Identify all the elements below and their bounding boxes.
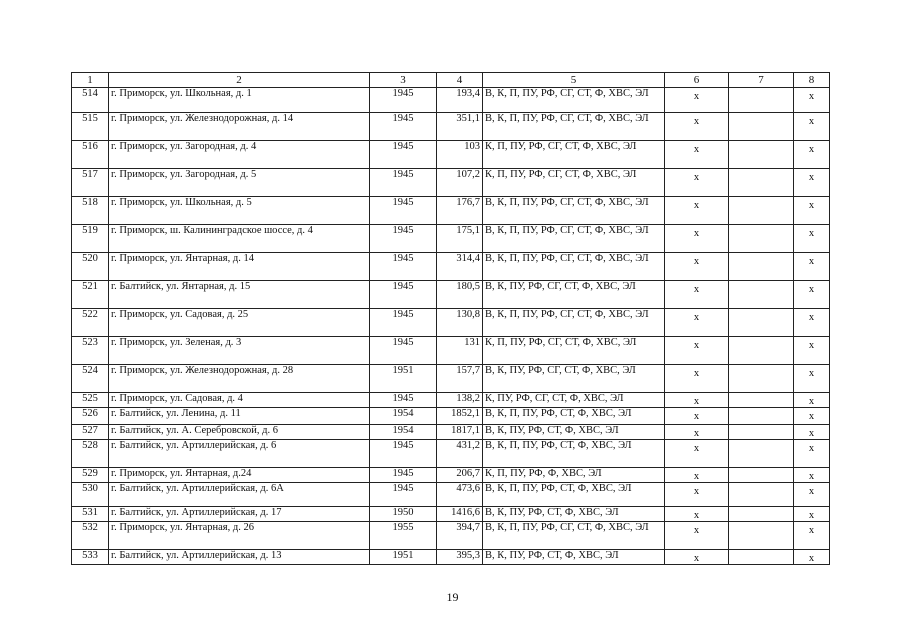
column6-mark: х — [693, 200, 700, 211]
column6-mark-cell — [665, 550, 729, 565]
column6-mark: х — [693, 116, 700, 127]
year-cell: 1945 — [370, 468, 437, 483]
year-cell: 1945 — [370, 141, 437, 169]
column8-mark: х — [808, 553, 815, 564]
table-row — [72, 88, 830, 113]
year-cell: 1945 — [370, 337, 437, 365]
systems-cell: К, П, ПУ, РФ, СГ, СТ, Ф, ХВС, ЭЛ — [483, 169, 665, 197]
column8-mark: х — [808, 284, 815, 295]
column6-mark: х — [693, 172, 700, 183]
column8-mark-cell — [794, 253, 830, 281]
address-cell: г. Приморск, ул. Железнодорожная, д. 14 — [109, 113, 370, 141]
year-cell: 1950 — [370, 507, 437, 522]
table-row — [72, 408, 830, 425]
address-cell: г. Балтийск, ул. А. Серебровской, д. 6 — [109, 425, 370, 440]
year-cell: 1951 — [370, 550, 437, 565]
area-cell: 395,3 — [437, 550, 483, 565]
column-header: 7 — [729, 73, 794, 88]
column6-mark-cell — [665, 141, 729, 169]
table-row — [72, 393, 830, 408]
address-cell: г. Приморск, ул. Садовая, д. 25 — [109, 309, 370, 337]
row-number: 518 — [72, 197, 109, 225]
column6-mark: х — [693, 144, 700, 155]
column8-mark: х — [808, 256, 815, 267]
row-number: 532 — [72, 522, 109, 550]
column8-mark-cell — [794, 197, 830, 225]
row-number: 527 — [72, 425, 109, 440]
table-row — [72, 440, 830, 468]
address-cell: г. Приморск, ул. Янтарная, д. 26 — [109, 522, 370, 550]
column8-mark-cell — [794, 393, 830, 408]
column8-mark-cell — [794, 141, 830, 169]
column8-mark: х — [808, 116, 815, 127]
row-number: 516 — [72, 141, 109, 169]
year-cell: 1945 — [370, 281, 437, 309]
address-cell: г. Приморск, ул. Загородная, д. 5 — [109, 169, 370, 197]
column6-mark-cell — [665, 365, 729, 393]
column8-mark: х — [808, 200, 815, 211]
column6-mark: х — [693, 284, 700, 295]
systems-cell: В, К, ПУ, РФ, СГ, СТ, Ф, ХВС, ЭЛ — [483, 281, 665, 309]
systems-cell: В, К, П, ПУ, РФ, СТ, Ф, ХВС, ЭЛ — [483, 483, 665, 507]
column6-mark-cell — [665, 440, 729, 468]
column7-cell — [729, 408, 794, 425]
systems-cell: В, К, П, ПУ, РФ, СГ, СТ, Ф, ХВС, ЭЛ — [483, 113, 665, 141]
column7-cell — [729, 169, 794, 197]
address-cell: г. Приморск, ул. Янтарная, д.24 — [109, 468, 370, 483]
column6-mark-cell — [665, 197, 729, 225]
row-number: 533 — [72, 550, 109, 565]
row-number: 524 — [72, 365, 109, 393]
row-number: 514 — [72, 88, 109, 113]
address-cell: г. Балтийск, ул. Артиллерийская, д. 6А — [109, 483, 370, 507]
area-cell: 473,6 — [437, 483, 483, 507]
area-cell: 206,7 — [437, 468, 483, 483]
column6-mark-cell — [665, 393, 729, 408]
address-cell: г. Приморск, ш. Калининградское шоссе, д. 4 — [109, 225, 370, 253]
column-header: 6 — [665, 73, 729, 88]
column7-cell — [729, 507, 794, 522]
column8-mark: х — [808, 510, 815, 521]
column6-mark: х — [693, 340, 700, 351]
column6-mark-cell — [665, 507, 729, 522]
column7-cell — [729, 393, 794, 408]
systems-cell: В, К, П, ПУ, РФ, СГ, СТ, Ф, ХВС, ЭЛ — [483, 522, 665, 550]
column6-mark-cell — [665, 225, 729, 253]
column7-cell — [729, 225, 794, 253]
column7-cell — [729, 197, 794, 225]
row-number: 523 — [72, 337, 109, 365]
column7-cell — [729, 113, 794, 141]
table-row — [72, 365, 830, 393]
column-header: 4 — [437, 73, 483, 88]
table-row — [72, 141, 830, 169]
address-cell: г. Балтийск, ул. Янтарная, д. 15 — [109, 281, 370, 309]
column6-mark-cell — [665, 337, 729, 365]
systems-cell: В, К, ПУ, РФ, СГ, СТ, Ф, ХВС, ЭЛ — [483, 365, 665, 393]
address-cell: г. Приморск, ул. Янтарная, д. 14 — [109, 253, 370, 281]
year-cell: 1945 — [370, 253, 437, 281]
column6-mark: х — [693, 471, 700, 482]
column8-mark-cell — [794, 440, 830, 468]
systems-cell: В, К, П, ПУ, РФ, СГ, СТ, Ф, ХВС, ЭЛ — [483, 197, 665, 225]
row-number: 530 — [72, 483, 109, 507]
column8-mark-cell — [794, 365, 830, 393]
column-header: 2 — [109, 73, 370, 88]
year-cell: 1945 — [370, 197, 437, 225]
table-row — [72, 113, 830, 141]
row-number: 521 — [72, 281, 109, 309]
area-cell: 180,5 — [437, 281, 483, 309]
column8-mark-cell — [794, 113, 830, 141]
row-number: 526 — [72, 408, 109, 425]
systems-cell: В, К, П, ПУ, РФ, СГ, СТ, Ф, ХВС, ЭЛ — [483, 309, 665, 337]
year-cell: 1945 — [370, 225, 437, 253]
column8-mark: х — [808, 443, 815, 454]
column8-mark: х — [808, 411, 815, 422]
row-number: 520 — [72, 253, 109, 281]
area-cell: 138,2 — [437, 393, 483, 408]
column8-mark: х — [808, 428, 815, 439]
column7-cell — [729, 88, 794, 113]
systems-cell: В, К, П, ПУ, РФ, СТ, Ф, ХВС, ЭЛ — [483, 440, 665, 468]
table-row — [72, 337, 830, 365]
column8-mark-cell — [794, 522, 830, 550]
column6-mark: х — [693, 312, 700, 323]
column6-mark: х — [693, 411, 700, 422]
table-row — [72, 281, 830, 309]
column-header: 1 — [72, 73, 109, 88]
column6-mark: х — [693, 510, 700, 521]
table-row — [72, 309, 830, 337]
column8-mark: х — [808, 340, 815, 351]
year-cell: 1945 — [370, 393, 437, 408]
column6-mark: х — [693, 525, 700, 536]
systems-cell: В, К, ПУ, РФ, СТ, Ф, ХВС, ЭЛ — [483, 550, 665, 565]
row-number: 531 — [72, 507, 109, 522]
address-cell: г. Балтийск, ул. Артиллерийская, д. 17 — [109, 507, 370, 522]
column6-mark: х — [693, 228, 700, 239]
column8-mark-cell — [794, 169, 830, 197]
area-cell: 1852,1 — [437, 408, 483, 425]
row-number: 517 — [72, 169, 109, 197]
table-row — [72, 169, 830, 197]
table-row — [72, 425, 830, 440]
year-cell: 1955 — [370, 522, 437, 550]
address-cell: г. Балтийск, ул. Ленина, д. 11 — [109, 408, 370, 425]
column6-mark-cell — [665, 425, 729, 440]
column6-mark-cell — [665, 281, 729, 309]
area-cell: 1416,6 — [437, 507, 483, 522]
column7-cell — [729, 337, 794, 365]
address-cell: г. Приморск, ул. Школьная, д. 1 — [109, 88, 370, 113]
area-cell: 1817,1 — [437, 425, 483, 440]
column6-mark: х — [693, 396, 700, 407]
column8-mark: х — [808, 471, 815, 482]
table-row — [72, 522, 830, 550]
systems-cell: В, К, ПУ, РФ, СТ, Ф, ХВС, ЭЛ — [483, 425, 665, 440]
column6-mark-cell — [665, 88, 729, 113]
year-cell: 1954 — [370, 408, 437, 425]
area-cell: 103 — [437, 141, 483, 169]
column7-cell — [729, 281, 794, 309]
housing-registry-table — [71, 72, 830, 565]
column6-mark: х — [693, 91, 700, 102]
column7-cell — [729, 522, 794, 550]
systems-cell: В, К, П, ПУ, РФ, СГ, СТ, Ф, ХВС, ЭЛ — [483, 225, 665, 253]
column6-mark-cell — [665, 253, 729, 281]
address-cell: г. Балтийск, ул. Артиллерийская, д. 6 — [109, 440, 370, 468]
year-cell: 1945 — [370, 113, 437, 141]
address-cell: г. Приморск, ул. Железнодорожная, д. 28 — [109, 365, 370, 393]
address-cell: г. Балтийск, ул. Артиллерийская, д. 13 — [109, 550, 370, 565]
column8-mark-cell — [794, 507, 830, 522]
area-cell: 130,8 — [437, 309, 483, 337]
area-cell: 314,4 — [437, 253, 483, 281]
column6-mark-cell — [665, 468, 729, 483]
column8-mark-cell — [794, 425, 830, 440]
area-cell: 107,2 — [437, 169, 483, 197]
row-number: 525 — [72, 393, 109, 408]
column6-mark: х — [693, 368, 700, 379]
systems-cell: В, К, ПУ, РФ, СТ, Ф, ХВС, ЭЛ — [483, 507, 665, 522]
area-cell: 394,7 — [437, 522, 483, 550]
table-row — [72, 507, 830, 522]
column6-mark-cell — [665, 113, 729, 141]
column8-mark: х — [808, 396, 815, 407]
row-number: 522 — [72, 309, 109, 337]
column6-mark: х — [693, 443, 700, 454]
row-number: 528 — [72, 440, 109, 468]
column-header: 3 — [370, 73, 437, 88]
column-header: 5 — [483, 73, 665, 88]
page-number: 19 — [446, 590, 459, 604]
column6-mark-cell — [665, 309, 729, 337]
column8-mark: х — [808, 91, 815, 102]
column6-mark-cell — [665, 169, 729, 197]
year-cell: 1945 — [370, 169, 437, 197]
address-cell: г. Приморск, ул. Загородная, д. 4 — [109, 141, 370, 169]
area-cell: 193,4 — [437, 88, 483, 113]
area-cell: 351,1 — [437, 113, 483, 141]
area-cell: 431,2 — [437, 440, 483, 468]
column7-cell — [729, 365, 794, 393]
area-cell: 131 — [437, 337, 483, 365]
column8-mark-cell — [794, 337, 830, 365]
column8-mark: х — [808, 144, 815, 155]
year-cell: 1945 — [370, 88, 437, 113]
column7-cell — [729, 253, 794, 281]
systems-cell: К, П, ПУ, РФ, СГ, СТ, Ф, ХВС, ЭЛ — [483, 141, 665, 169]
column7-cell — [729, 483, 794, 507]
table-row — [72, 253, 830, 281]
column6-mark: х — [693, 428, 700, 439]
systems-cell: К, П, ПУ, РФ, СГ, СТ, Ф, ХВС, ЭЛ — [483, 337, 665, 365]
column8-mark: х — [808, 525, 815, 536]
column7-cell — [729, 141, 794, 169]
row-number: 529 — [72, 468, 109, 483]
table-row — [72, 550, 830, 565]
table-header-row — [72, 73, 830, 88]
column8-mark-cell — [794, 483, 830, 507]
column8-mark-cell — [794, 550, 830, 565]
year-cell: 1945 — [370, 440, 437, 468]
column6-mark-cell — [665, 483, 729, 507]
column-header: 8 — [794, 73, 830, 88]
area-cell: 175,1 — [437, 225, 483, 253]
column7-cell — [729, 309, 794, 337]
systems-cell: К, П, ПУ, РФ, Ф, ХВС, ЭЛ — [483, 468, 665, 483]
column7-cell — [729, 468, 794, 483]
row-number: 519 — [72, 225, 109, 253]
column8-mark-cell — [794, 88, 830, 113]
column6-mark-cell — [665, 522, 729, 550]
column7-cell — [729, 425, 794, 440]
address-cell: г. Приморск, ул. Зеленая, д. 3 — [109, 337, 370, 365]
area-cell: 157,7 — [437, 365, 483, 393]
table-row — [72, 197, 830, 225]
column8-mark-cell — [794, 468, 830, 483]
column8-mark: х — [808, 172, 815, 183]
column7-cell — [729, 550, 794, 565]
table-row — [72, 468, 830, 483]
year-cell: 1951 — [370, 365, 437, 393]
area-cell: 176,7 — [437, 197, 483, 225]
column8-mark: х — [808, 368, 815, 379]
systems-cell: В, К, П, ПУ, РФ, СГ, СТ, Ф, ХВС, ЭЛ — [483, 253, 665, 281]
address-cell: г. Приморск, ул. Школьная, д. 5 — [109, 197, 370, 225]
column7-cell — [729, 440, 794, 468]
table-row — [72, 225, 830, 253]
column8-mark: х — [808, 312, 815, 323]
year-cell: 1954 — [370, 425, 437, 440]
column8-mark: х — [808, 486, 815, 497]
column8-mark-cell — [794, 309, 830, 337]
column6-mark: х — [693, 553, 700, 564]
row-number: 515 — [72, 113, 109, 141]
column8-mark-cell — [794, 408, 830, 425]
systems-cell: В, К, П, ПУ, РФ, СТ, Ф, ХВС, ЭЛ — [483, 408, 665, 425]
column8-mark: х — [808, 228, 815, 239]
column8-mark-cell — [794, 225, 830, 253]
systems-cell: В, К, П, ПУ, РФ, СГ, СТ, Ф, ХВС, ЭЛ — [483, 88, 665, 113]
column6-mark: х — [693, 486, 700, 497]
systems-cell: К, ПУ, РФ, СГ, СТ, Ф, ХВС, ЭЛ — [483, 393, 665, 408]
column6-mark: х — [693, 256, 700, 267]
table-row — [72, 483, 830, 507]
year-cell: 1945 — [370, 309, 437, 337]
year-cell: 1945 — [370, 483, 437, 507]
column6-mark-cell — [665, 408, 729, 425]
address-cell: г. Приморск, ул. Садовая, д. 4 — [109, 393, 370, 408]
column8-mark-cell — [794, 281, 830, 309]
